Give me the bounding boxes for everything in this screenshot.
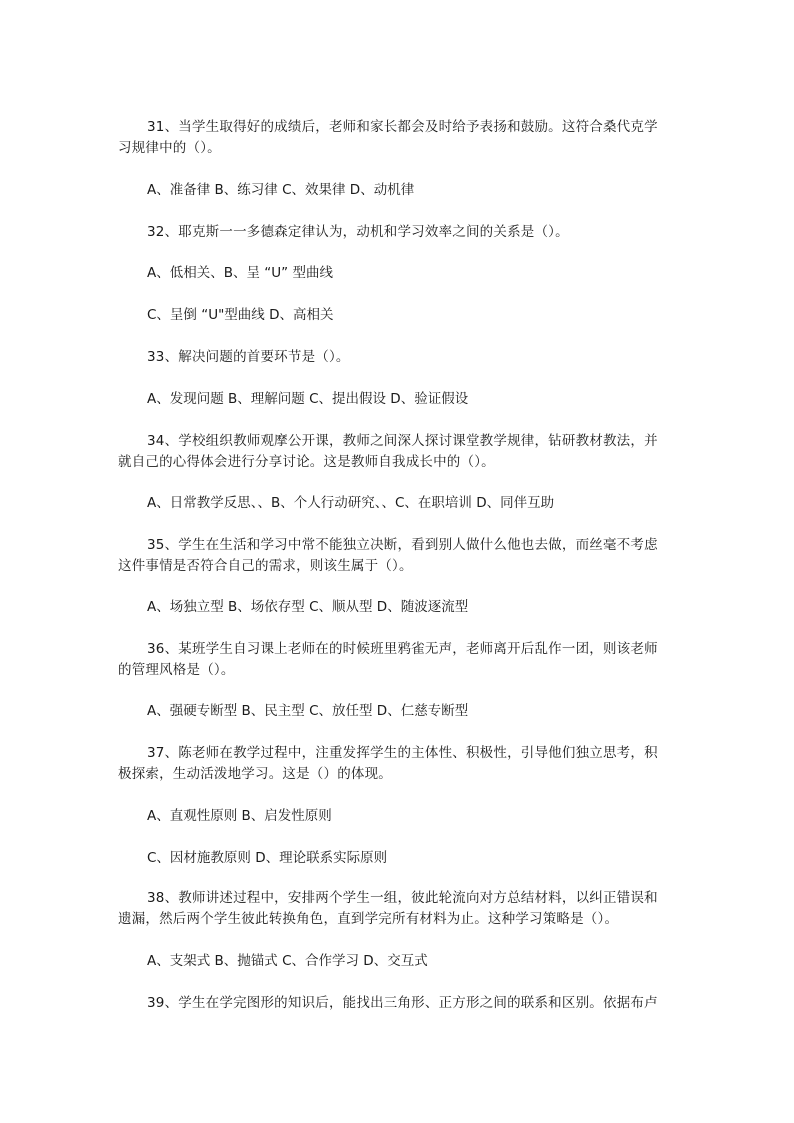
question-35-options: A、场独立型 B、场依存型 C、顺从型 D、随波逐流型: [147, 599, 469, 615]
question-36-options: A、强硬专断型 B、民主型 C、放任型 D、仁慈专断型: [147, 703, 469, 719]
question-38-stem: 38、教师讲述过程中，安排两个学生一组，彼此轮流向对方总结材料，以纠正错误和遗漏，然后两个学生彼此转换角色，直到学完所有材料为止。这种学习策略是（）。: [118, 890, 658, 927]
question-31-options: A、准备律 B、练习律 C、效果律 D、动机律: [147, 182, 415, 198]
question-31-stem: 31、当学生取得好的成绩后，老师和家长都会及时给予表扬和鼓励。这符合桑代克学习规律中的（）。: [118, 119, 658, 156]
question-39-stem: 39、学生在学完图形的知识后，能找出三角形、正方形之间的联系和区别。依据布卢: [147, 995, 658, 1011]
question-37-options-line1: A、直观性原则 B、启发性原则: [147, 808, 332, 824]
question-38-options: A、支架式 B、抛锚式 C、合作学习 D、交互式: [147, 953, 428, 969]
question-37-options-line2: C、因材施教原则 D、理论联系实际原则: [147, 850, 388, 866]
question-32-options-line2: C、呈倒 “U"型曲线 D、高相关: [147, 307, 334, 323]
question-34-stem: 34、学校组织教师观摩公开课，教师之间深人探讨课堂教学规律，钻研教材教法，并就自己的心得体会进行分享讨论。这是教师自我成长中的（）。: [118, 433, 658, 470]
question-32-options-line1: A、低相关、B、呈 “U” 型曲线: [147, 265, 333, 281]
question-33-stem: 33、解决问题的首要环节是（）。: [147, 349, 350, 365]
question-34-options: A、日常教学反思、、B、个人行动研究、、C、在职培训 D、同伴互助: [147, 495, 555, 511]
question-37-stem: 37、陈老师在教学过程中，注重发挥学生的主体性、积极性，引导他们独立思考，积极探索，生动活泼地学习。这是（）的体现。: [118, 745, 658, 782]
question-36-stem: 36、某班学生自习课上老师在的时候班里鸦雀无声，老师离开后乱作一团，则该老师的管理风格是（）。: [118, 641, 658, 678]
question-35-stem: 35、学生在生活和学习中常不能独立决断，看到别人做什么他也去做，而丝毫不考虑这件事情是否符合自己的需求，则该生属于（）。: [118, 537, 658, 574]
question-32-stem: 32、耶克斯一一多德森定律认为，动机和学习效率之间的关系是（）。: [147, 224, 569, 240]
question-33-options: A、发现问题 B、理解问题 C、提出假设 D、验证假设: [147, 391, 469, 407]
